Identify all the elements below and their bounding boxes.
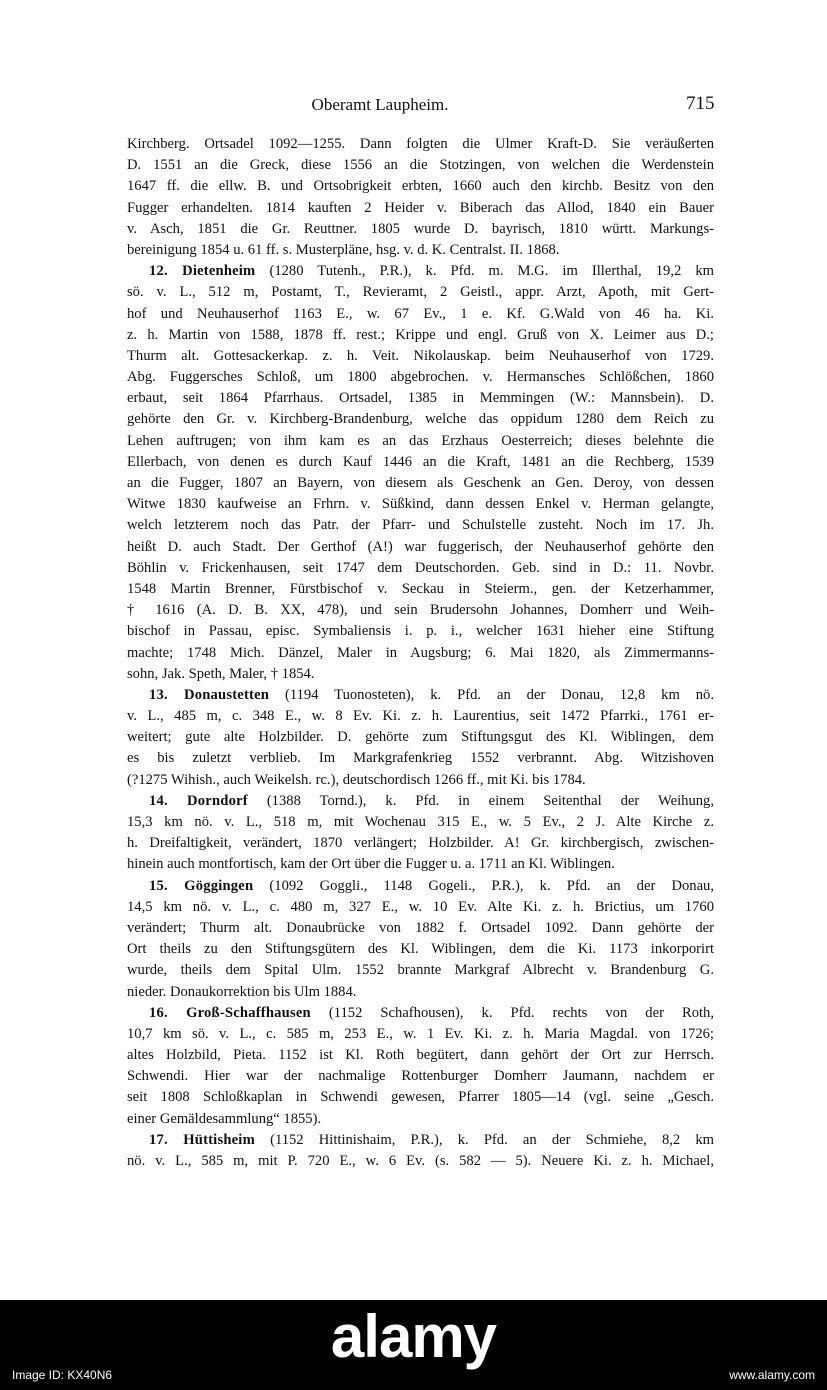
line-text: hof und Neuhauserhof 1163 E., w. 67 Ev., 1 e. Kf. G.Wald von 46 ha. Ki.	[127, 305, 714, 322]
line-text: † 1616 (A. D. B. XX, 478), und sein Brudersohn Johannes, Domherr und Weih-	[127, 602, 714, 619]
body-text	[127, 134, 714, 1172]
line-text: Lehen auftrugen; von ihm kam es an das Erzhaus Oesterreich; dieses belehnte die	[127, 432, 714, 449]
line-text: Thurm alt. Gottesackerkap. z. h. Veit. Nikolauskap. beim Neuhauserhof von 1729.	[127, 347, 714, 364]
text-line	[127, 473, 714, 494]
line-text: (1152 Hittinishaim, P.R.), k. Pfd. an der Schmiehe, 8,2 km	[254, 1131, 715, 1148]
text-line	[127, 515, 714, 536]
text-line	[127, 409, 714, 430]
line-text: weitert; gute alte Holzbilder. D. gehörte zum Stiftungsgut des Kl. Wiblingen, dem	[127, 729, 714, 746]
line-text: bereinigung 1854 u. 61 ff. s. Musterpläne, hsg. v. d. K. Centralst. II. 1868.	[127, 241, 560, 258]
line-text: heißt D. auch Stadt. Der Gerthof (A!) war fuggerisch, der Neuhauserhof gehörte den	[127, 538, 714, 555]
entry-title: 13. Donaustetten	[149, 686, 270, 703]
line-text: sö. v. L., 512 m, Postamt, T., Revieramt, 2 Geistl., appr. Arzt, Apoth, mit Gert-	[127, 284, 714, 301]
text-line	[127, 897, 714, 918]
line-text: hinein auch montfortisch, kam der Ort über die Fugger u. a. 1711 an Kl. Wiblingen.	[127, 856, 615, 873]
line-text: verändert; Thurm alt. Donaubrücke von 1882 f. Ortsadel 1092. Dann gehörte der	[127, 919, 714, 936]
line-text: (1280 Tutenh., P.R.), k. Pfd. m. M.G. im Illerthal, 19,2 km	[255, 263, 714, 280]
line-text: seit 1808 Schloßkaplan in Schwendi gewesen, Pfarrer 1805—14 (vgl. seine „Gesch.	[127, 1089, 714, 1106]
entry-title: 17. Hüttisheim	[149, 1131, 255, 1148]
text-line	[127, 748, 714, 769]
text-line	[127, 304, 714, 325]
text-line	[127, 1087, 714, 1108]
text-line	[127, 219, 714, 240]
alamy-logo: alamy	[330, 1303, 497, 1370]
text-line	[127, 1066, 714, 1087]
line-text: Schwendi. Hier war der nachmalige Rottenburger Domherr Jaumann, nachdem er	[127, 1068, 714, 1085]
line-text: (1194 Tuonosteten), k. Pfd. an der Donau, 12,8 km nö.	[269, 686, 715, 703]
site-url: www.alamy.com	[729, 1368, 815, 1382]
text-line	[127, 494, 714, 515]
text-line	[127, 325, 714, 346]
text-line	[127, 240, 714, 261]
text-line	[127, 727, 714, 748]
entry-title: 12. Dietenheim	[149, 263, 256, 280]
line-text: gehörte den Gr. v. Kirchberg-Brandenburg, welche das oppidum 1280 dem Reich zu	[127, 411, 714, 428]
line-text: Ort theils zu den Stiftungsgütern des Kl. Wiblingen, dem die Ki. 1173 inkorporirt	[127, 941, 714, 958]
line-text: sohn, Jak. Speth, Maler, † 1854.	[127, 665, 315, 682]
entry-heading-line	[127, 791, 714, 812]
text-line	[127, 918, 714, 939]
line-text: 1647 ff. die ellw. B. und Ortsobrigkeit erbten, 1660 auch den kirchb. Besitz von den	[127, 178, 714, 195]
line-text: nieder. Donaukorrektion bis Ulm 1884.	[127, 983, 357, 1000]
line-text: D. 1551 an die Greck, diese 1556 an die Stotzingen, von welchen die Werdenstein	[127, 157, 714, 174]
text-line	[127, 452, 714, 473]
entry-title: 14. Dorndorf	[149, 792, 248, 809]
text-line	[127, 198, 714, 219]
text-line	[127, 282, 714, 303]
text-line	[127, 346, 714, 367]
line-text: Fugger erhandelten. 1814 kauften 2 Heider v. Biberach das Allod, 1840 ein Bauer	[127, 199, 714, 216]
entry-heading-line	[127, 1003, 714, 1024]
entry-title: 16. Groß-Schaffhausen	[149, 1004, 311, 1021]
entry-heading-line	[127, 261, 714, 282]
text-line	[127, 812, 714, 833]
image-id: Image ID: KX40N6	[12, 1368, 113, 1382]
line-text: Böhlin v. Frickenhausen, seit 1747 dem Deutschorden. Geb. sind in D.: 11. Novbr.	[127, 559, 714, 576]
line-text: altes Holzbild, Pieta. 1152 ist Kl. Roth begütert, dann gehört der Ort zur Herrsch.	[127, 1047, 714, 1064]
line-text: einer Gemäldesammlung“ 1855).	[127, 1110, 322, 1127]
text-line	[127, 706, 714, 727]
line-text: 10,7 km sö. v. L., c. 585 m, 253 E., w. 1 Ev. Ki. z. h. Maria Magdal. von 1726;	[127, 1025, 714, 1042]
line-text: 1548 Martin Brenner, Fürstbischof v. Seckau in Steierm., gen. der Ketzerhammer,	[127, 580, 714, 597]
watermark-bar	[0, 1300, 827, 1390]
line-text: (?1275 Wihish., auch Weikelsh. rc.), deutschordisch 1266 ff., mit Ki. bis 1784.	[127, 771, 586, 788]
text-line	[127, 833, 714, 854]
page-number: 715	[686, 93, 715, 114]
line-text: Kirchberg. Ortsadel 1092—1255. Dann folgten die Ulmer Kraft-D. Sie veräußerten	[127, 136, 714, 152]
line-text: Abg. Fuggersches Schloß, um 1800 abgebrochen. v. Hermansches Schlößchen, 1860	[127, 369, 714, 386]
line-text: 14,5 km nö. v. L., c. 480 m, 327 E., w. 10 Ev. Alte Ki. z. h. Brictius, um 1760	[127, 898, 714, 915]
text-line	[127, 664, 714, 685]
text-line	[127, 1109, 714, 1130]
text-line	[127, 367, 714, 388]
line-text: Ellerbach, von denen es durch Kauf 1446 an die Kraft, 1481 an die Rechberg, 1539	[127, 453, 714, 470]
line-text: Witwe 1830 kaufweise an Frhrn. v. Süßkind, dann dessen Enkel v. Herman gelangte,	[127, 496, 714, 513]
text-line	[127, 579, 714, 600]
text-line	[127, 621, 714, 642]
entry-title: 15. Göggingen	[149, 877, 254, 894]
line-text: erbaut, seit 1864 Pfarrhaus. Ortsadel, 1385 in Memmingen (W.: Mannsbein). D.	[127, 390, 714, 407]
line-text: wurde, theils dem Spital Ulm. 1552 brannte Markgraf Albrecht v. Brandenburg G.	[127, 962, 714, 979]
text-line	[127, 431, 714, 452]
text-line	[127, 1151, 714, 1172]
entry-heading-line	[127, 1130, 714, 1151]
running-header-title: Oberamt Laupheim.	[311, 95, 449, 114]
line-text: welch letzterem noch das Patr. der Pfarr- und Schulstelle zusteht. Noch im 17. Jh.	[127, 517, 714, 534]
line-text: (1092 Goggli., 1148 Gogeli., P.R.), k. Pfd. an der Donau,	[253, 877, 714, 894]
line-text: h. Dreifaltigkeit, verändert, 1870 verlängert; Holzbilder. A! Gr. kirchbergisch, zwischen-	[127, 835, 714, 852]
text-line	[127, 134, 714, 155]
text-line	[127, 939, 714, 960]
entry-heading-line	[127, 685, 714, 706]
text-line	[127, 982, 714, 1003]
text-line	[127, 600, 714, 621]
text-line	[127, 388, 714, 409]
text-line	[127, 537, 714, 558]
line-text: nö. v. L., 585 m, mit P. 720 E., w. 6 Ev. (s. 582 — 5). Neuere Ki. z. h. Michael,	[127, 1153, 714, 1169]
text-line	[127, 643, 714, 664]
text-line	[127, 1024, 714, 1045]
text-line	[127, 558, 714, 579]
line-text: machte; 1748 Mich. Dänzel, Maler in Augsburg; 6. Mai 1820, als Zimmermanns-	[127, 644, 714, 661]
text-line	[127, 770, 714, 791]
entry-heading-line	[127, 876, 714, 897]
line-text: (1388 Tornd.), k. Pfd. in einem Seitenthal der Weihung,	[247, 792, 714, 809]
text-line	[127, 960, 714, 981]
line-text: es bis zuletzt verblieb. Im Markgrafenkrieg 1552 verbrannt. Abg. Witzishoven	[127, 750, 714, 767]
text-line	[127, 155, 714, 176]
line-text: an die Fugger, 1807 an Bayern, von diesem als Geschenk an Gen. Deroy, von dessen	[127, 475, 714, 491]
line-text: z. h. Martin von 1588, 1878 ff. rest.; Krippe und engl. Gruß von X. Leimer aus D.;	[127, 326, 714, 343]
text-line	[127, 176, 714, 197]
line-text: bischof in Passau, episc. Symbaliensis i. p. i., welcher 1631 hieher eine Stiftung	[127, 623, 714, 640]
line-text: v. L., 485 m, c. 348 E., w. 8 Ev. Ki. z. h. Laurentius, seit 1472 Pfarrki., 1761 er-	[127, 708, 714, 725]
line-text: (1152 Schafhousen), k. Pfd. rechts von der Roth,	[310, 1004, 714, 1021]
text-line	[127, 1045, 714, 1066]
text-line	[127, 854, 714, 875]
line-text: v. Asch, 1851 die Gr. Reuttner. 1805 wurde D. bayrisch, 1810 württ. Markungs-	[127, 220, 714, 237]
line-text: 15,3 km nö. v. L., 518 m, mit Wochenau 315 E., w. 5 Ev., 2 J. Alte Kirche z.	[127, 814, 714, 830]
